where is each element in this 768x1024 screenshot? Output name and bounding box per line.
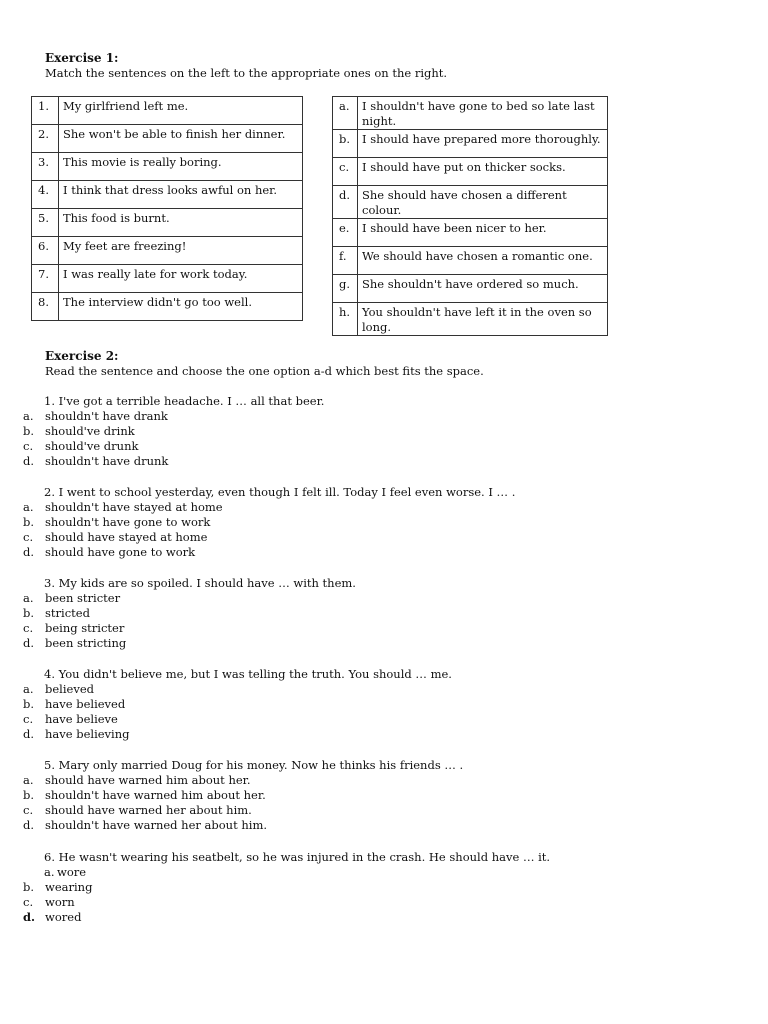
right-sentence: We should have chosen a romantic one. [358, 247, 608, 275]
option[interactable] [23, 591, 120, 605]
option-letter: a. [44, 865, 55, 879]
option-text: should've drink [45, 424, 135, 438]
option-letter: b. [23, 788, 35, 802]
right-sentence: I should have been nicer to her. [358, 219, 608, 247]
right-letter: f. [333, 247, 358, 275]
exercise1-title: Exercise 1: [45, 51, 119, 65]
option-letter: c. [23, 895, 34, 909]
table-row [32, 97, 303, 125]
option-text: wored [45, 910, 82, 924]
left-num: 7. [32, 265, 59, 293]
option[interactable] [23, 530, 207, 544]
option-text: shouldn't have gone to work [45, 515, 211, 529]
question-5: 5. Mary only married Doug for his money. Now he thinks his friends … . [44, 758, 464, 772]
table-row [32, 209, 303, 237]
option-text: shouldn't have stayed at home [45, 500, 223, 514]
question-2: 2. I went to school yesterday, even though I felt ill. Today I feel even worse. I … . [44, 485, 516, 499]
option[interactable] [23, 500, 223, 514]
exercise1-instructions: Match the sentences on the left to the appropriate ones on the right. [45, 66, 448, 80]
option-letter: d. [23, 818, 35, 832]
option[interactable] [23, 454, 168, 468]
left-sentence: My girlfriend left me. [59, 97, 303, 125]
left-num: 5. [32, 209, 59, 237]
option-text: have believed [45, 697, 126, 711]
left-sentence: My feet are freezing! [59, 237, 303, 265]
right-letter: b. [333, 130, 358, 158]
option-letter: c. [23, 803, 34, 817]
table-row [32, 181, 303, 209]
option-text: been stricter [45, 591, 121, 605]
left-num: 2. [32, 125, 59, 153]
option[interactable] [23, 803, 252, 817]
right-letter: d. [333, 186, 358, 219]
right-sentence: I should have prepared more thoroughly. [358, 130, 608, 158]
left-num: 4. [32, 181, 59, 209]
option-text: should have warned him about her. [45, 773, 251, 787]
option-letter: b. [23, 880, 35, 894]
option-text: shouldn't have warned her about him. [45, 818, 268, 832]
question-6: 6. He wasn't wearing his seatbelt, so he was injured in the crash. He should have … it. [44, 850, 551, 864]
right-sentence: You shouldn't have left it in the oven so long. [358, 303, 608, 336]
option[interactable] [44, 865, 86, 879]
left-num: 3. [32, 153, 59, 181]
option[interactable] [23, 895, 75, 909]
option-letter: b. [23, 424, 35, 438]
table-row [32, 293, 303, 321]
option-letter: b. [23, 697, 35, 711]
option-text: should've drunk [45, 439, 139, 453]
option[interactable] [23, 697, 125, 711]
option-text: wearing [45, 880, 93, 894]
table-row [32, 237, 303, 265]
option[interactable] [23, 910, 81, 924]
right-letter: c. [333, 158, 358, 186]
option[interactable] [23, 727, 130, 741]
option-letter: d. [23, 454, 35, 468]
option-text: shouldn't have warned him about her. [45, 788, 266, 802]
option-letter: c. [23, 712, 34, 726]
option-letter: d. [23, 727, 35, 741]
option-text: worn [45, 895, 75, 909]
question-3: 3. My kids are so spoiled. I should have … with them. [44, 576, 356, 590]
option[interactable] [23, 788, 266, 802]
option[interactable] [23, 818, 267, 832]
option-letter: a. [23, 591, 34, 605]
option-letter: d. [23, 545, 35, 559]
option[interactable] [23, 439, 138, 453]
option[interactable] [23, 424, 135, 438]
option-text: should have stayed at home [45, 530, 208, 544]
option[interactable] [23, 545, 195, 559]
table-row [32, 265, 303, 293]
left-sentence: This movie is really boring. [59, 153, 303, 181]
option-text: have believing [45, 727, 130, 741]
option-text: shouldn't have drank [45, 409, 168, 423]
right-letter: h. [333, 303, 358, 336]
question-1: 1. I've got a terrible headache. I … all that beer. [44, 394, 325, 408]
option[interactable] [23, 682, 94, 696]
option-text: stricted [45, 606, 90, 620]
table-row [333, 247, 608, 275]
option-letter: d. [23, 636, 35, 650]
right-sentence: I shouldn't have gone to bed so late last night. [358, 97, 608, 130]
option-letter: a. [23, 682, 34, 696]
option-letter: b. [23, 606, 35, 620]
option-text: been stricting [45, 636, 127, 650]
option[interactable] [23, 636, 126, 650]
right-letter: e. [333, 219, 358, 247]
option[interactable] [23, 880, 92, 894]
table-row [333, 158, 608, 186]
left-num: 1. [32, 97, 59, 125]
table-row [32, 125, 303, 153]
table-row [333, 130, 608, 158]
option-text: should have warned her about him. [45, 803, 252, 817]
left-sentence: I was really late for work today. [59, 265, 303, 293]
option-text: being stricter [45, 621, 125, 635]
option[interactable] [23, 773, 251, 787]
table-row [333, 219, 608, 247]
option-text: shouldn't have drunk [45, 454, 169, 468]
left-sentence: The interview didn't go too well. [59, 293, 303, 321]
option-letter: a. [23, 773, 34, 787]
left-sentence: She won't be able to finish her dinner. [59, 125, 303, 153]
right-letter: a. [333, 97, 358, 130]
exercise2-title: Exercise 2: [45, 349, 119, 363]
right-sentence: She shouldn't have ordered so much. [358, 275, 608, 303]
exercise2-instructions: Read the sentence and choose the one option a-d which best fits the space. [45, 364, 484, 378]
option-text: have believe [45, 712, 118, 726]
exercise1-left-table [31, 96, 303, 321]
option[interactable] [23, 621, 124, 635]
option-letter: c. [23, 439, 34, 453]
option-letter: c. [23, 530, 34, 544]
right-sentence: I should have put on thicker socks. [358, 158, 608, 186]
table-row [32, 153, 303, 181]
option-text: believed [45, 682, 94, 696]
question-4: 4. You didn't believe me, but I was telling the truth. You should … me. [44, 667, 452, 681]
left-num: 6. [32, 237, 59, 265]
option[interactable] [23, 712, 118, 726]
left-num: 8. [32, 293, 59, 321]
option-letter: d. [23, 910, 36, 924]
exercise1-right-table [332, 96, 608, 336]
option[interactable] [23, 409, 168, 423]
option[interactable] [23, 515, 210, 529]
table-row [333, 275, 608, 303]
left-sentence: This food is burnt. [59, 209, 303, 237]
option[interactable] [23, 606, 90, 620]
right-letter: g. [333, 275, 358, 303]
option-text: should have gone to work [45, 545, 196, 559]
option-letter: a. [23, 409, 34, 423]
option-letter: a. [23, 500, 34, 514]
table-row [333, 303, 608, 336]
table-row [333, 97, 608, 130]
option-text: wore [57, 865, 87, 879]
option-letter: c. [23, 621, 34, 635]
option-letter: b. [23, 515, 35, 529]
table-row [333, 186, 608, 219]
left-sentence: I think that dress looks awful on her. [59, 181, 303, 209]
right-sentence: She should have chosen a different colour. [358, 186, 608, 219]
